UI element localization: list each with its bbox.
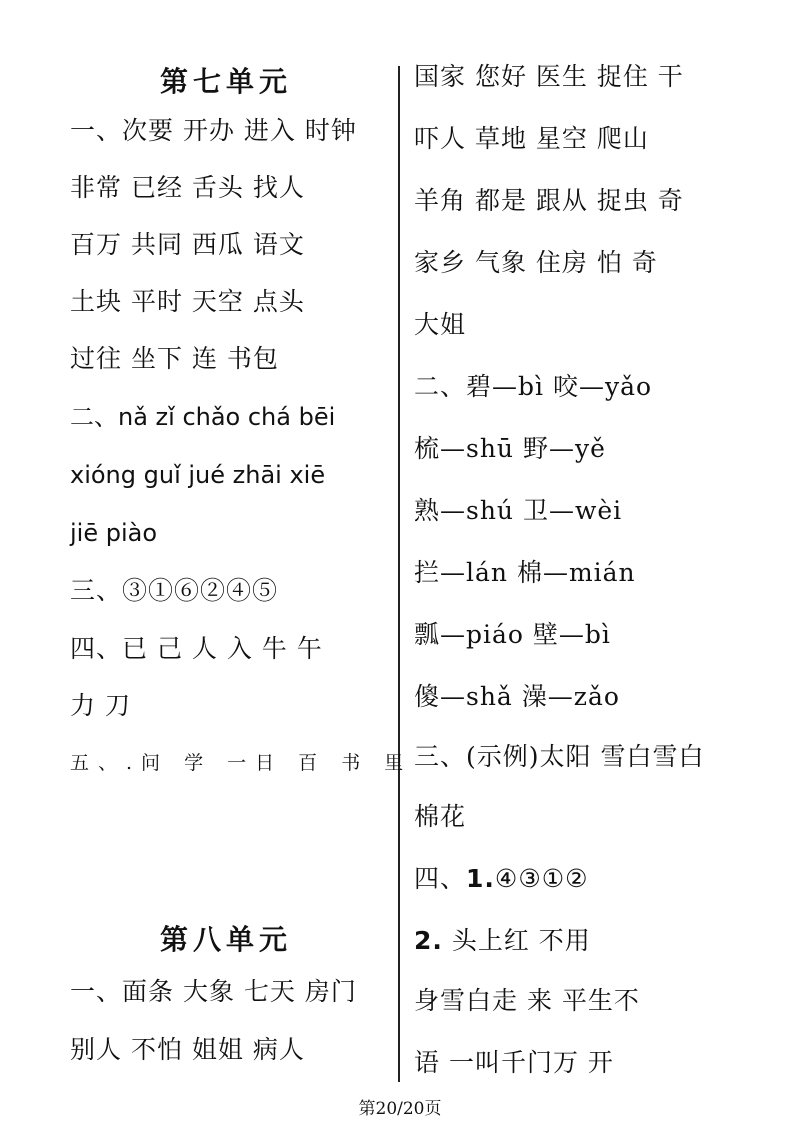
unit8-sec4-line2 xyxy=(414,924,591,958)
unit8-sec2-line1: 二、碧—bì 咬—yǎo xyxy=(414,372,653,401)
unit7-sec1-line2: 非常 已经 舌头 找人 xyxy=(70,173,305,202)
unit8-sec1-line6: 家乡 气象 住房 怕 奇 xyxy=(414,248,658,277)
unit8-sec4-line3: 身雪白走 来 平生不 xyxy=(414,986,640,1015)
unit8-sec1-line3: 国家 您好 医生 捉住 干 xyxy=(414,62,684,91)
unit7-heading: 第七单元 xyxy=(160,65,293,98)
unit7-sec1-line4: 土块 平时 天空 点头 xyxy=(70,287,305,316)
unit8-sec1-line5: 羊角 都是 跟从 捉虫 奇 xyxy=(414,186,684,215)
unit7-sec3: 三、③①⑥②④⑤ xyxy=(70,576,279,605)
unit7-sec4-line1: 四、已 己 人 入 牛 午 xyxy=(70,634,323,663)
unit8-sec2-line4: 拦—lán 棉—mián xyxy=(414,558,636,587)
item-number-2: 2. xyxy=(414,926,443,955)
unit7-sec2-line3: jiē piào xyxy=(70,519,158,547)
unit7-sec2-line2: xióng guǐ jué zhāi xiē xyxy=(70,461,326,489)
unit7-sec2-line1: 二、nǎ zǐ chǎo chá bēi xyxy=(70,403,336,431)
sec4-prefix: 四、 xyxy=(414,864,467,893)
unit8-sec2-line2: 梳—shū 野—yě xyxy=(414,434,606,463)
unit8-sec1-line7: 大姐 xyxy=(414,310,467,339)
unit8-sec3-line1: 三、(示例)太阳 雪白雪白 xyxy=(414,742,705,771)
page-number: 第20/20页 xyxy=(358,1099,442,1119)
unit7-sec1-line1: 一、次要 开办 进入 时钟 xyxy=(70,116,357,145)
unit7-sec4-line2: 力 刀 xyxy=(70,691,131,720)
unit8-sec1-line1: 一、面条 大象 七天 房门 xyxy=(70,977,357,1006)
column-divider xyxy=(398,66,400,1082)
unit8-sec2-line3: 熟—shú 卫—wèi xyxy=(414,496,623,525)
unit7-sec5: 五、.问 学 一日 百 书 里 xyxy=(70,752,413,774)
unit8-sec1-line4: 吓人 草地 星空 爬山 xyxy=(414,124,649,153)
sec4-item2-answer: 头上红 不用 xyxy=(451,926,591,955)
unit8-sec1-line2: 别人 不怕 姐姐 病人 xyxy=(70,1035,305,1064)
unit8-sec2-line6: 傻—shǎ 澡—zǎo xyxy=(414,682,620,711)
unit7-sec1-line5: 过往 坐下 连 书包 xyxy=(70,344,279,373)
unit7-sec1-line3: 百万 共同 西瓜 语文 xyxy=(70,230,305,259)
unit8-sec4-line4: 语 一叫千门万 开 xyxy=(414,1048,614,1077)
item-number-1: 1. xyxy=(466,864,495,893)
unit8-sec3-line2: 棉花 xyxy=(414,802,467,831)
unit8-sec2-line5: 瓢—piáo 壁—bì xyxy=(414,620,611,649)
unit8-heading: 第八单元 xyxy=(160,923,293,956)
sec4-item1-answer: ④③①② xyxy=(494,864,589,893)
unit8-sec4-line1 xyxy=(414,862,589,896)
